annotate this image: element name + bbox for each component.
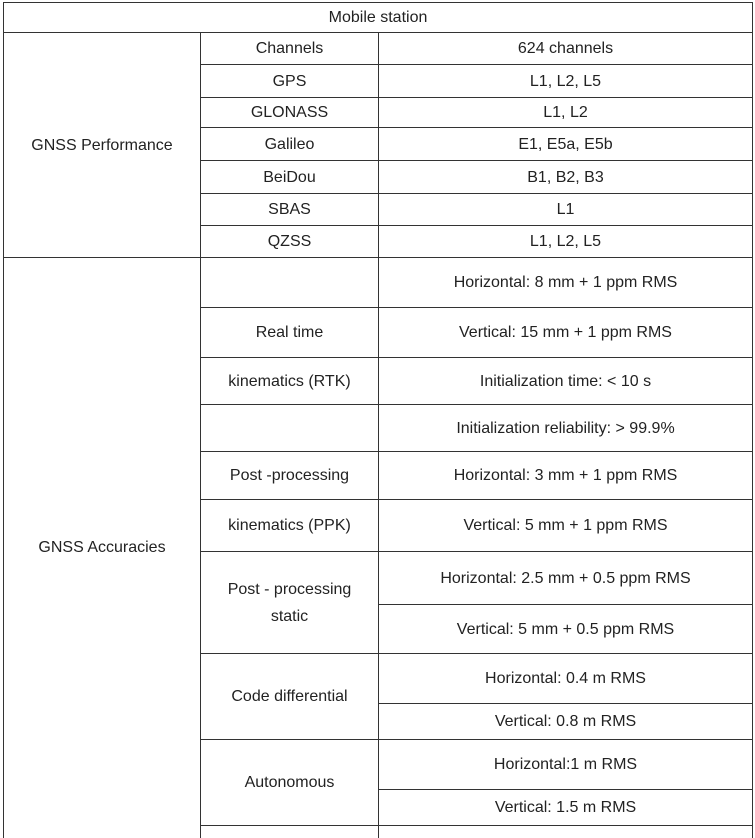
method-ppk-line2: kinematics (PPK) (201, 500, 379, 552)
section-label-accuracies: GNSS Accuracies (4, 258, 201, 838)
method-cell-empty (201, 405, 379, 452)
table-row (4, 258, 753, 308)
spec-value: L1 (379, 194, 753, 226)
spec-item: SBAS (201, 194, 379, 226)
spec-item: QZSS (201, 226, 379, 258)
spec-value: Initialization reliability: > 99.9% (379, 405, 753, 452)
table-title: Mobile station (4, 3, 753, 33)
spec-value: Vertical: 1.5 m RMS (379, 790, 753, 826)
method-rtk-line1: Real time (201, 308, 379, 358)
spec-value: Vertical: 15 mm + 1 ppm RMS (379, 308, 753, 358)
spec-value: E1, E5a, E5b (379, 128, 753, 161)
spec-item: GLONASS (201, 98, 379, 128)
method-rtk-line2: kinematics (RTK) (201, 358, 379, 405)
spec-value: Horizontal: 2.5 mm + 0.5 ppm RMS (379, 552, 753, 605)
spec-value: Horizontal:1 m RMS (379, 740, 753, 790)
method-static-line1: Post - processing (227, 580, 352, 598)
method-static (201, 552, 379, 654)
method-ppk-line1: Post -processing (201, 452, 379, 500)
spec-value: Horizontal: 0.4 m RMS (379, 654, 753, 704)
spec-value: L1, L2, L5 (379, 65, 753, 98)
spec-value: Initialization time: < 10 s (379, 358, 753, 405)
spec-item: BeiDou (201, 161, 379, 194)
method-cell-empty (201, 258, 379, 308)
spec-value: L1, L2, L5 (379, 226, 753, 258)
spec-item: Channels (201, 33, 379, 65)
table-title-row (4, 3, 753, 33)
spec-item: Galileo (201, 128, 379, 161)
table-row (4, 33, 753, 65)
spec-value: Horizontal: 3 mm + 1 ppm RMS (379, 452, 753, 500)
specs-table (3, 2, 753, 838)
spec-value: Horizontal: 8 mm + 1 ppm RMS (379, 258, 753, 308)
spec-value: B1, B2, B3 (379, 161, 753, 194)
spec-value: Vertical: 5 mm + 1 ppm RMS (379, 500, 753, 552)
spec-value: Vertical: 0.8 m RMS (379, 704, 753, 740)
spec-value: 624 channels (379, 33, 753, 65)
method-code-differential: Code differential (201, 654, 379, 740)
spec-item: GPS (201, 65, 379, 98)
spec-value: Vertical: 5 mm + 0.5 ppm RMS (379, 605, 753, 654)
method-autonomous: Autonomous (201, 740, 379, 826)
spec-value: L1, L2 (379, 98, 753, 128)
section-label-performance: GNSS Performance (4, 33, 201, 258)
method-static-line2: static (270, 607, 309, 625)
